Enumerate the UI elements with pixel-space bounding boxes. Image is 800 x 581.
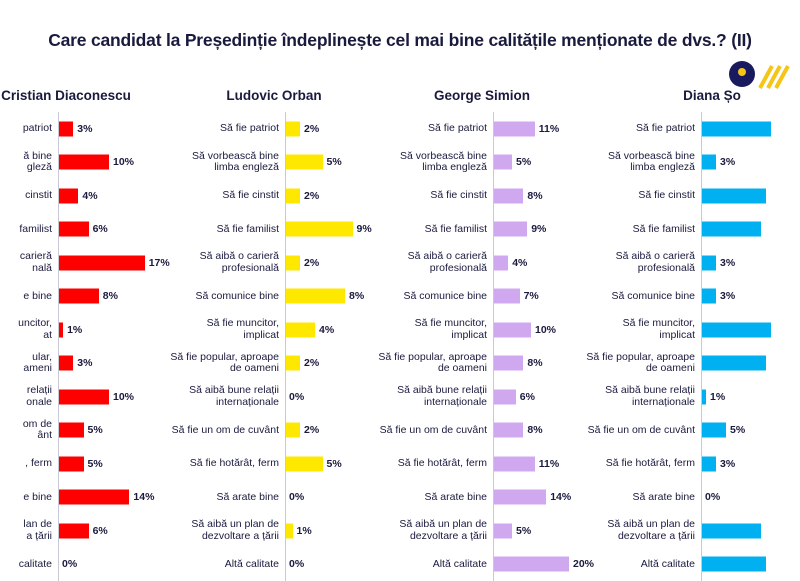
axis-line	[493, 112, 494, 581]
bar	[58, 121, 73, 136]
bar-value-label: 9%	[353, 223, 372, 235]
chart-row	[170, 213, 372, 247]
category-label: om de ânt	[0, 419, 58, 442]
category-label: Să fie patriot	[586, 123, 701, 135]
bar-area	[58, 347, 164, 381]
bar	[58, 490, 129, 505]
bar-area	[285, 313, 372, 347]
bar-area	[58, 380, 164, 414]
bar	[493, 389, 516, 404]
bar-area	[285, 447, 372, 481]
bar	[58, 222, 89, 237]
bar	[701, 255, 716, 270]
chart-row	[586, 146, 800, 180]
chart-panels	[0, 80, 800, 534]
bar	[285, 188, 300, 203]
chart-row	[586, 280, 800, 314]
chart-row	[586, 380, 800, 414]
chart-row	[378, 213, 580, 247]
category-label: Să arate bine	[586, 492, 701, 504]
chart-row	[378, 179, 580, 213]
panel-cristian-diaconescu	[0, 80, 170, 534]
category-label: Să aibă o carieră profesională	[170, 251, 285, 274]
category-label: Să vorbească bine limba engleză	[170, 151, 285, 174]
bar-value-label: 0%	[701, 491, 720, 503]
bar	[493, 456, 535, 471]
panel-title: Diana Șo	[586, 88, 800, 103]
axis-line	[58, 112, 59, 581]
bar	[493, 289, 520, 304]
bar	[285, 423, 300, 438]
category-label: Să fie cinstit	[170, 190, 285, 202]
bar	[493, 490, 546, 505]
chart-row	[378, 514, 580, 548]
chart-row	[586, 414, 800, 448]
category-label: Să fie hotărât, ferm	[378, 458, 493, 470]
bar	[493, 423, 523, 438]
bar-area	[701, 280, 800, 314]
bar-area	[493, 514, 580, 548]
bar	[285, 222, 353, 237]
category-label: calitate	[0, 559, 58, 571]
bar	[285, 289, 345, 304]
bar	[285, 523, 293, 538]
bar-area	[285, 380, 372, 414]
category-label: Să fie muncitor, implicat	[586, 318, 701, 341]
bar	[493, 557, 569, 572]
bar-value-label: 11%	[535, 123, 559, 135]
bar-value-label: 1%	[706, 391, 725, 403]
bar-value-label: 0%	[58, 558, 77, 570]
chart-row	[170, 179, 372, 213]
chart-row	[0, 414, 164, 448]
bar-value-label: 4%	[315, 324, 334, 336]
bar	[701, 423, 726, 438]
bar-value-label: 5%	[512, 156, 531, 168]
category-label: e bine	[0, 291, 58, 303]
category-label: patriot	[0, 123, 58, 135]
bar-area	[285, 213, 372, 247]
bar-area	[285, 179, 372, 213]
chart-row	[0, 313, 164, 347]
bar-value-label: 3%	[716, 257, 735, 269]
bar-area	[493, 447, 580, 481]
chart-row	[586, 179, 800, 213]
bar-value-label: 4%	[508, 257, 527, 269]
bar	[493, 255, 508, 270]
chart-row	[378, 380, 580, 414]
chart-row	[378, 246, 580, 280]
bar-value-label: 3%	[716, 156, 735, 168]
bar-area	[285, 146, 372, 180]
panel-rows	[586, 112, 800, 581]
category-label: Să fie hotărât, ferm	[170, 458, 285, 470]
category-label: Să fie cinstit	[586, 190, 701, 202]
chart-row	[170, 447, 372, 481]
bar	[58, 423, 84, 438]
bar	[701, 356, 766, 371]
category-label: Să fie familist	[170, 224, 285, 236]
chart-row	[586, 514, 800, 548]
bar	[493, 188, 523, 203]
bar-value-label: 8%	[345, 290, 364, 302]
category-label: Să vorbească bine limba engleză	[378, 151, 493, 174]
bar-area	[58, 313, 164, 347]
bar-value-label: 10%	[109, 391, 134, 403]
bar-value-label: 11%	[535, 458, 559, 470]
bar-value-label: 2%	[300, 357, 319, 369]
bar	[701, 155, 716, 170]
chart-row	[170, 246, 372, 280]
bar-value-label: 8%	[523, 357, 542, 369]
chart-row	[170, 280, 372, 314]
chart-row	[170, 380, 372, 414]
chart-row	[378, 481, 580, 515]
chart-row	[586, 213, 800, 247]
bar	[701, 557, 766, 572]
category-label: Să fie familist	[378, 224, 493, 236]
bar-area	[701, 347, 800, 381]
category-label: Să fie popular, aproape de oameni	[586, 352, 701, 375]
bar	[58, 255, 145, 270]
bar-value-label: 14%	[129, 491, 154, 503]
bar-area	[285, 514, 372, 548]
category-label: Să arate bine	[170, 492, 285, 504]
bar-area	[285, 280, 372, 314]
category-label: Altă calitate	[170, 559, 285, 571]
bar-area	[58, 280, 164, 314]
bar	[701, 523, 761, 538]
bar-value-label: 17%	[145, 257, 170, 269]
bar-area	[493, 481, 580, 515]
bar-area	[701, 514, 800, 548]
category-label: carieră nală	[0, 251, 58, 274]
category-label: Să comunice bine	[378, 291, 493, 303]
bar-value-label: 9%	[527, 223, 546, 235]
bar-area	[701, 112, 800, 146]
bar-value-label: 3%	[716, 458, 735, 470]
chart-row	[0, 380, 164, 414]
panel-george-simion	[378, 80, 586, 534]
category-label: e bine	[0, 492, 58, 504]
chart-row	[170, 514, 372, 548]
bar-value-label: 0%	[285, 558, 304, 570]
category-label: Să fie cinstit	[378, 190, 493, 202]
chart-row	[170, 347, 372, 381]
category-label: Să aibă o carieră profesională	[586, 251, 701, 274]
bar	[701, 289, 716, 304]
bar-area	[701, 414, 800, 448]
bar-value-label: 14%	[546, 491, 571, 503]
bar-value-label: 3%	[716, 290, 735, 302]
bar-area	[58, 481, 164, 515]
panel-title: Cristian Diaconescu	[0, 88, 170, 103]
bar	[58, 456, 84, 471]
bar	[493, 356, 523, 371]
bar-value-label: 2%	[300, 190, 319, 202]
bar-area	[493, 213, 580, 247]
bar	[285, 121, 300, 136]
chart-row	[378, 414, 580, 448]
category-label: Să fie patriot	[378, 123, 493, 135]
panel-title: Ludovic Orban	[170, 88, 378, 103]
bar-area	[701, 380, 800, 414]
bar-area	[493, 548, 580, 581]
bar-value-label: 10%	[109, 156, 134, 168]
category-label: Să fie muncitor, implicat	[170, 318, 285, 341]
category-label: Să fie un om de cuvânt	[170, 425, 285, 437]
bar	[58, 289, 99, 304]
chart-row	[378, 313, 580, 347]
category-label: Să aibă bune relații internaționale	[378, 385, 493, 408]
category-label: Să arate bine	[378, 492, 493, 504]
category-label: lan de a țării	[0, 519, 58, 542]
category-label: Să fie popular, aproape de oameni	[378, 352, 493, 375]
bar-area	[701, 481, 800, 515]
category-label: Să fie popular, aproape de oameni	[170, 352, 285, 375]
bar-area	[58, 146, 164, 180]
bar-value-label: 5%	[512, 525, 531, 537]
bar	[701, 188, 766, 203]
bar-area	[285, 347, 372, 381]
chart-row	[378, 347, 580, 381]
chart-row	[0, 548, 164, 581]
bar	[285, 255, 300, 270]
bar-value-label: 2%	[300, 257, 319, 269]
chart-row	[586, 112, 800, 146]
bar-value-label: 0%	[285, 391, 304, 403]
bar	[493, 523, 512, 538]
bar	[701, 322, 771, 337]
category-label: Să aibă un plan de dezvoltare a țării	[170, 519, 285, 542]
chart-row	[0, 347, 164, 381]
chart-row	[586, 548, 800, 581]
bar-area	[58, 447, 164, 481]
bar-area	[493, 414, 580, 448]
bar-area	[58, 246, 164, 280]
category-label: Să comunice bine	[586, 291, 701, 303]
chart-row	[0, 514, 164, 548]
bar-value-label: 6%	[89, 223, 108, 235]
chart-row	[170, 313, 372, 347]
bar-value-label: 6%	[89, 525, 108, 537]
category-label: Să vorbească bine limba engleză	[586, 151, 701, 174]
bar-area	[58, 112, 164, 146]
bar-value-label: 8%	[523, 190, 542, 202]
category-label: Să aibă bune relații internaționale	[170, 385, 285, 408]
axis-line	[701, 112, 702, 581]
chart-row	[170, 548, 372, 581]
bar	[58, 523, 89, 538]
category-label: familist	[0, 224, 58, 236]
bar-area	[701, 548, 800, 581]
category-label: Să aibă un plan de dezvoltare a țării	[586, 519, 701, 542]
bar-area	[701, 246, 800, 280]
category-label: Altă calitate	[378, 559, 493, 571]
bar-value-label: 0%	[285, 491, 304, 503]
bar	[58, 155, 109, 170]
bar-area	[58, 179, 164, 213]
category-label: Să fie un om de cuvânt	[586, 425, 701, 437]
chart-row	[0, 146, 164, 180]
bar-area	[493, 146, 580, 180]
bar	[493, 155, 512, 170]
category-label: Să fie familist	[586, 224, 701, 236]
bar-area	[493, 179, 580, 213]
bar-area	[493, 347, 580, 381]
bar-area	[701, 313, 800, 347]
category-label: cinstit	[0, 190, 58, 202]
bar-area	[285, 548, 372, 581]
panel-ludovic-orban	[170, 80, 378, 534]
bar	[493, 121, 535, 136]
bar-value-label: 6%	[516, 391, 535, 403]
bar-area	[285, 112, 372, 146]
panel-diana-s	[586, 80, 800, 534]
chart-row	[0, 246, 164, 280]
category-label: Să aibă o carieră profesională	[378, 251, 493, 274]
category-label: Să comunice bine	[170, 291, 285, 303]
bar-value-label: 5%	[323, 458, 342, 470]
category-label: uncitor, at	[0, 318, 58, 341]
chart-row	[586, 313, 800, 347]
category-label: Să fie muncitor, implicat	[378, 318, 493, 341]
bar-value-label: 10%	[531, 324, 556, 336]
bar-area	[58, 414, 164, 448]
chart-row	[378, 447, 580, 481]
category-label: ular, ameni	[0, 352, 58, 375]
chart-row	[378, 548, 580, 581]
bar	[701, 121, 771, 136]
bar-value-label: 8%	[99, 290, 118, 302]
bar-area	[493, 313, 580, 347]
bar	[58, 188, 78, 203]
chart-row	[586, 447, 800, 481]
bar	[701, 222, 761, 237]
category-label: Să fie hotărât, ferm	[586, 458, 701, 470]
category-label: Să aibă un plan de dezvoltare a țării	[378, 519, 493, 542]
bar-value-label: 8%	[523, 424, 542, 436]
chart-row	[170, 112, 372, 146]
bar-area	[701, 447, 800, 481]
bar-value-label: 3%	[73, 357, 92, 369]
category-label: Să fie un om de cuvânt	[378, 425, 493, 437]
category-label: Să fie patriot	[170, 123, 285, 135]
bar-area	[493, 280, 580, 314]
chart-row	[378, 280, 580, 314]
chart-row	[0, 280, 164, 314]
bar-area	[701, 146, 800, 180]
bar	[285, 322, 315, 337]
chart-row	[586, 481, 800, 515]
axis-line	[285, 112, 286, 581]
bar-area	[493, 246, 580, 280]
panel-title: George Simion	[378, 88, 586, 103]
bar-value-label: 1%	[63, 324, 82, 336]
chart-row	[170, 414, 372, 448]
bar-area	[58, 213, 164, 247]
bar-value-label: 1%	[293, 525, 312, 537]
bar	[285, 356, 300, 371]
category-label: Altă calitate	[586, 559, 701, 571]
bar-value-label: 7%	[520, 290, 539, 302]
bar-area	[701, 213, 800, 247]
category-label: Să aibă bune relații internaționale	[586, 385, 701, 408]
chart-row	[170, 146, 372, 180]
bar-area	[58, 548, 164, 581]
chart-row	[378, 112, 580, 146]
chart-row	[0, 213, 164, 247]
bar-value-label: 2%	[300, 123, 319, 135]
bar-value-label: 5%	[726, 424, 745, 436]
bar	[58, 356, 73, 371]
bar-value-label: 4%	[78, 190, 97, 202]
bar-value-label: 5%	[323, 156, 342, 168]
chart-row	[0, 179, 164, 213]
bar-value-label: 2%	[300, 424, 319, 436]
chart-row	[0, 112, 164, 146]
page-title: Care candidat la Președinție îndeplinește cel mai bine calitățile menționate de dvs.? (II)	[0, 30, 800, 51]
category-label: , ferm	[0, 458, 58, 470]
chart-row	[0, 447, 164, 481]
bar-value-label: 20%	[569, 558, 594, 570]
bar-area	[701, 179, 800, 213]
bar-area	[493, 112, 580, 146]
chart-row	[586, 347, 800, 381]
bar-value-label: 3%	[73, 123, 92, 135]
bar-value-label: 5%	[84, 458, 103, 470]
panel-rows	[0, 112, 164, 581]
panel-rows	[378, 112, 580, 581]
bar	[493, 322, 531, 337]
chart-row	[0, 481, 164, 515]
bar-value-label: 5%	[84, 424, 103, 436]
bar	[58, 389, 109, 404]
bar	[701, 456, 716, 471]
bar	[493, 222, 527, 237]
bar-area	[285, 246, 372, 280]
chart-row	[586, 246, 800, 280]
bar-area	[58, 514, 164, 548]
category-label: relații onale	[0, 385, 58, 408]
chart-row	[378, 146, 580, 180]
panel-rows	[170, 112, 372, 581]
category-label: ă bine gleză	[0, 151, 58, 174]
bar-area	[285, 481, 372, 515]
bar-area	[285, 414, 372, 448]
bar	[285, 155, 323, 170]
bar	[285, 456, 323, 471]
bar-area	[493, 380, 580, 414]
chart-row	[170, 481, 372, 515]
